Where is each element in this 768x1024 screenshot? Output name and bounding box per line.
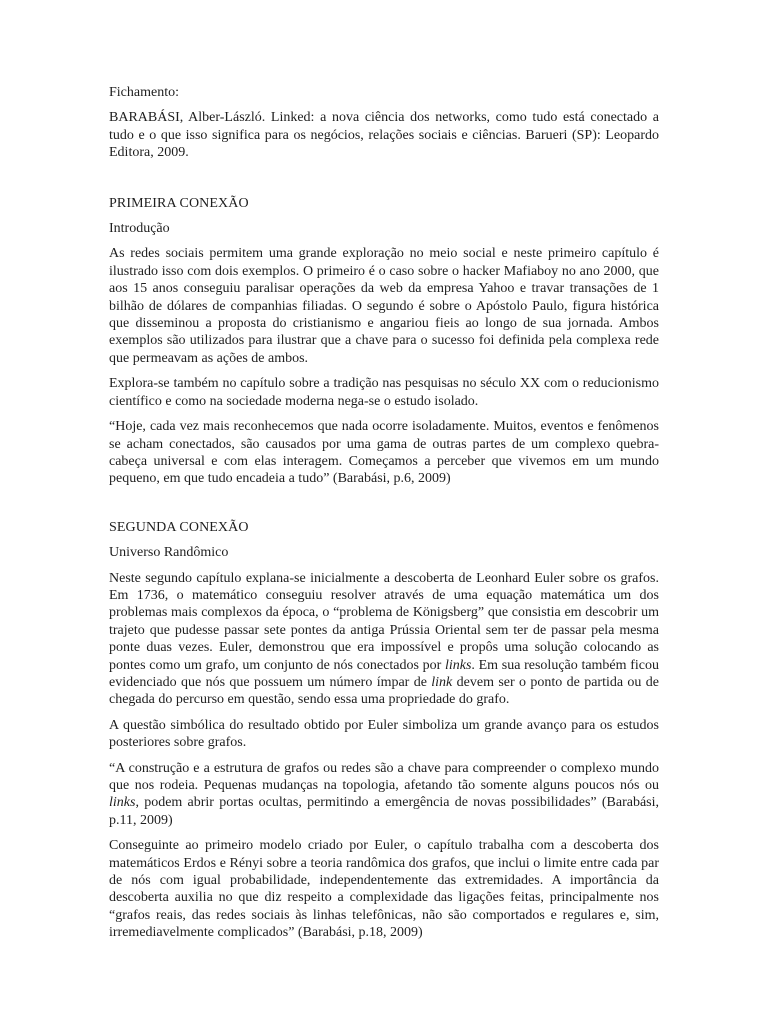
paragraph: Explora-se também no capítulo sobre a tradição nas pesquisas no século XX com o reducionismo científico e como na sociedade moderna nega-se o estudo isolado. — [109, 376, 659, 409]
section-heading-primeira: PRIMEIRA CONEXÃO — [109, 195, 249, 211]
bibliographic-reference: BARABÁSI, Alber-László. Linked: a nova ciência dos networks, como tudo está conectado a tudo e o que isso significa para os negócios, relações sociais e ciências. Barueri (SP): Leopardo Editora, 2009. — [109, 110, 659, 161]
text-span: devem ser o ponto de partida ou de chegada do percurso em questão, sendo essa uma propriedade do grafo. — [109, 674, 659, 708]
text-span: . Em sua resolução também ficou evidenciado que nós que possuem um número ímpar de — [109, 657, 659, 690]
paragraph: A questão simbólica do resultado obtido por Euler simboliza um grande avanço para os estudos posteriores sobre grafos. — [109, 717, 659, 751]
paragraph: Conseguinte ao primeiro modelo criado por Euler, o capítulo trabalha com a descoberta dos matemáticos Erdos e Rényi sobre a teoria randômica dos grafos, que inclui o limite entre cada par de nós com igual probabilidade, independentemente das extremidades. A importância da descoberta auxilia no que diz respeito a complexidade das ligações feitas, principalmente nos “grafos reais, das redes sociais às linhas telefônicas, não são comportados e regulares e, sim, irremediavelmente complicados” (Barabási, p.18, 2009) — [109, 838, 659, 941]
paragraph: As redes sociais permitem uma grande exploração no meio social e neste primeiro capítulo é ilustrado isso com dois exemplos. O primeiro é o caso sobre o hacker Mafiaboy no ano 2000, que aos 15 anos conseguiu paralisar operações da web da empresa Yahoo e travar transações de 1 bilhão de dólares de companhias filiadas. O segundo é sobre o Apóstolo Paulo, figura histórica que disseminou a proposta do cristianismo e angariou fieis ao longo de sua jornada. Ambos exemplos são utilizados para ilustrar que a chave para o sucesso foi definida pela complexa rede que permeavam as ações de ambos. — [109, 246, 659, 366]
section-heading-segunda: SEGUNDA CONEXÃO — [109, 519, 249, 535]
quote-paragraph — [109, 760, 659, 830]
italic-term: links — [444, 657, 472, 673]
quote-paragraph: “Hoje, cada vez mais reconhecemos que nada ocorre isoladamente. Muitos, eventos e fenômenos se acham conectados, são causados por uma gama de outras partes de um complexo quebra-cabeça universal e com elas interagem. Começamos a perceber que vivemos em um mundo pequeno, em que tudo encadeia a tudo” (Barabási, p.6, 2009) — [109, 419, 659, 487]
text-span: Neste segundo capítulo explana-se inicialmente a descoberta de Leonhard Euler sobre os grafos. Em 1736, o matemático conseguiu resolver através de uma equação matemática um dos problemas mais complexos da época, o “problema de Königsberg” que consistia em descobrir um trajeto que pudesse passar sete pontes da antiga Prússia Oriental sem ter de passar pela mesma ponte duas vezes. Euler, demonstrou que era impossível e propôs uma solução colocando as pontes como um grafo, um conjunto de nós conectados por — [109, 570, 659, 673]
section-subheading-universo-randomico: Universo Randômico — [109, 545, 229, 561]
section-subheading-introducao: Introdução — [109, 221, 170, 237]
paragraph — [109, 570, 659, 709]
italic-term: link — [431, 674, 453, 690]
document-label: Fichamento: — [109, 85, 179, 100]
italic-term: links — [109, 795, 136, 811]
document-page — [109, 84, 659, 950]
text-span: “A construção e a estrutura de grafos ou redes são a chave para compreender o complexo mundo que nos rodeia. Pequenas mudanças na topologia, afetando tão somente alguns poucos nós ou — [109, 760, 659, 793]
text-span: , podem abrir portas ocultas, permitindo a emergência de novas possibilidades” (Barabási, p.11, 2009) — [109, 795, 659, 828]
